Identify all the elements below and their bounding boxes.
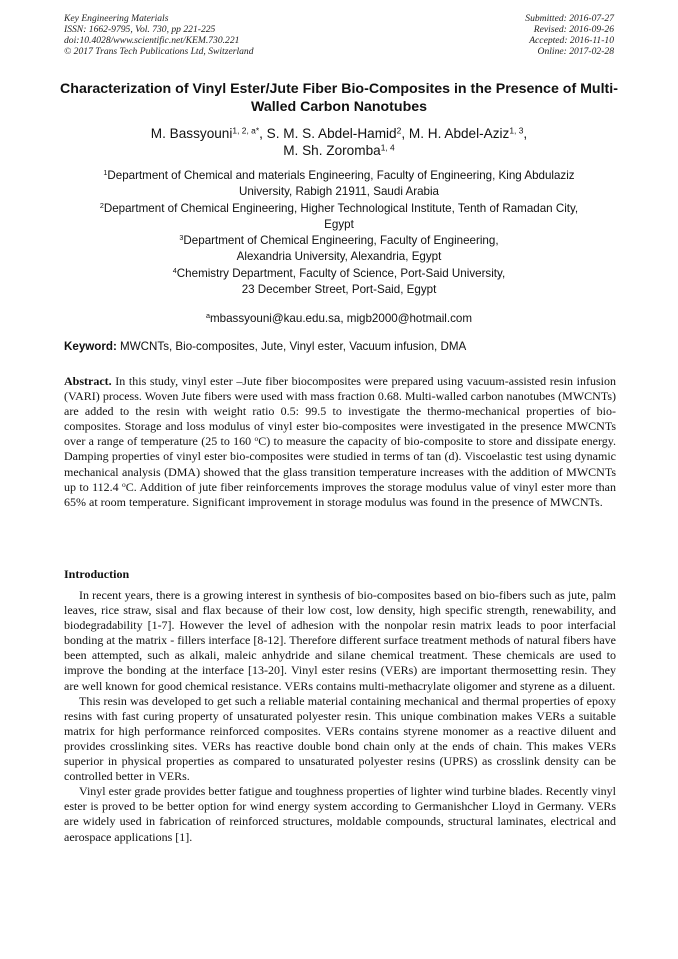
journal-doi: doi:10.4028/www.scientific.net/KEM.730.221 [64,35,240,46]
author-name: S. M. S. Abdel-Hamid [266,126,397,141]
journal-issn: ISSN: 1662-9795, Vol. 730, pp 221-225 [64,24,216,35]
keyword-text: MWCNTs, Bio-composites, Jute, Vinyl ester, Vacuum infusion, DMA [116,340,467,353]
keywords [64,339,616,354]
journal-copyright: © 2017 Trans Tech Publications Ltd, Switzerland [64,46,254,57]
author-name: M. H. Abdel-Aziz [408,126,510,141]
affiliations [40,168,638,328]
author-separator: , [401,126,409,141]
introduction-paragraph: Vinyl ester grade provides better fatigue and toughness properties of lighter wind turbine blades. Recently vinyl ester is proved to be better option for wind energy system according to Germanishcher Lloyd in Germany. VERs are widely used in fabrication of reinforced structures, moldable compounds, structural laminates, electrical and aerospace applications [1]. [64,784,616,844]
author-separator: , [259,126,267,141]
abstract-label: Abstract. [64,374,112,388]
journal-name: Key Engineering Materials [64,13,169,24]
author-affiliation-mark: 1, 4 [380,142,395,153]
author-list [40,125,638,159]
abstract: Abstract. In this study, vinyl ester –Jute fiber biocomposites were prepared using vacuum-assisted resin infusion (VARI) process. Woven Jute fibers were used with mass fraction 0.68. Multi-walled carbon nanotubes (MWCNTs) are added to the resin with weight ratio 0.5: 99.5 to investigate the thermo-mechanical properties of bio-composites. Storage and loss modulus of vinyl ester bio-composites were investigated in the presence MWCNTs over a range of temperature (25 to 160 $^o$C) to measure the capacity of bio-composite to store and dissipate energy. Damping properties of vinyl ester bio-composites were studied in terms of tan (d). Viscoelastic test using dynamic mechanical analysis (DMA) showed that the glass transition temperature increases with the addition of MWCNTs up to 112.4 $^o$C. Addition of jute fiber reinforcements improves the storage modulus value of vinyl ester more than 65% at room temperature. Significant improvement in storage modulus was found in the presence of MWCNTs. [64,374,617,509]
keyword-label: Keyword: [64,340,117,353]
paper-title: Characterization of Vinyl Ester/Jute Fiber Bio-Composites in the Presence of Multi-Walled Carbon Nanotubes [60,81,618,115]
author-affiliation-mark: 1, 2, a* [232,125,260,136]
author-name: M. Bassyouni [150,126,233,141]
affiliation-4: $^4$Chemistry Department, Faculty of Science, Port-Said University, 23 December Street, Port-Said, Egypt [172,265,506,297]
author-name: M. Sh. Zoromba [283,143,381,158]
contact-email: $^a$mbassyouni@kau.edu.sa, migb2000@hotmail.com [206,311,472,326]
introduction-paragraph: This resin was developed to get such a reliable material containing mechanical and thermal properties of epoxy resins with fast curing property of unsaturated polyester resin. This unique combination makes VERs a suitable matrix for high performance reinforced composites. VERs contains styrene monomer as a reactive diluent and provides crosslinking sites. VERs has reactive double bond chain only at the ends of chain. This makes VERs superior in physical properties as compared to unsaturated polyester resins (UPRS) as crosslink density can be controlled better in VERs. [64,693,616,784]
submitted-date: Submitted: 2016-07-27 [525,13,614,24]
affiliation-1: $^1$Department of Chemical and materials Engineering, Faculty of Engineering, King Abdulaziz University, Rabigh 21911, Saudi Arabia [103,168,575,199]
online-date: Online: 2017-02-28 [537,46,614,57]
journal-info [64,13,254,57]
revised-date: Revised: 2016-09-26 [533,24,614,35]
affiliation-3: $^3$Department of Chemical Engineering, Faculty of Engineering, Alexandria University, Alexandria, Egypt [179,233,499,264]
introduction-paragraph: In recent years, there is a growing interest in synthesis of bio-composites based on bio-fibers such as jute, palm leaves, rice straw, sisal and flax because of their low cost, low density, high specific strength, renewability, and biodegradability [1-7]. However the level of adhesion with the nonpolar resin matrix leads to poor interfacial bonding at the matrix - fillers interface [8-12]. Therefore different surface treatment methods of natural fibers have been attempted, such as alkali, maleic anhydride and silane chemical treatment. These chemicals are used to improve the bonding at the interface [13-20]. Vinyl ester resins (VERs) are important thermosetting resin. They are well known for good chemical resistance. VERs contains multi-methacrylate oligomer and styrene as a diluent. [64,588,616,693]
affiliation-2: $^2$Department of Chemical Engineering, Higher Technological Institute, Tenth of Ramadan City, Egypt [99,200,579,231]
author-affiliation-mark: 1, 3 [509,125,524,136]
author-separator: , [523,126,528,141]
accepted-date: Accepted: 2016-11-10 [529,35,614,46]
submission-dates [525,13,614,57]
introduction-body [64,588,616,845]
introduction-heading: Introduction [64,567,130,581]
author-affiliation-mark: 2 [396,125,402,136]
